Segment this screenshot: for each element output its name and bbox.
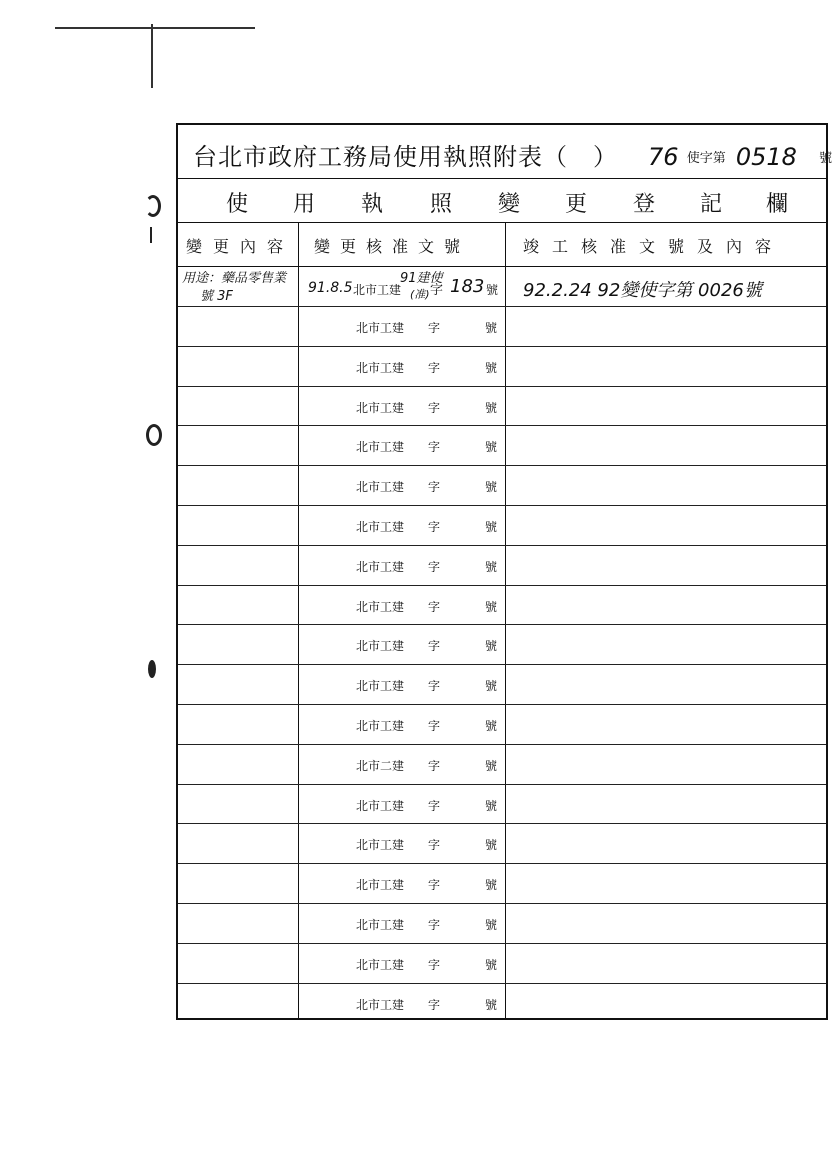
row-ref-zi: 字 xyxy=(428,639,441,654)
table-row xyxy=(178,744,826,785)
row-ref-prefix: 北市工建 xyxy=(356,520,405,534)
entry-change-content: 用途：藥品零售業 xyxy=(182,271,287,286)
table-row xyxy=(178,545,826,586)
table-row xyxy=(178,903,826,944)
row-ref-prefix: 北市工建 xyxy=(356,918,405,932)
row-ref-zi: 字 xyxy=(428,997,441,1012)
permit-number: 0518 xyxy=(735,143,797,171)
row-ref-hao: 號 xyxy=(485,679,498,694)
entry-approval-number: 183 xyxy=(450,276,485,297)
row-ref-zi: 字 xyxy=(428,758,441,773)
row-ref-prefix: 北市工建 xyxy=(356,997,405,1012)
column-header-completion-doc: 竣工核准文號及內容 xyxy=(523,237,785,256)
binder-mark xyxy=(148,660,156,678)
row-ref-prefix: 北市工建 xyxy=(356,798,405,813)
row-ref-prefix: 北市工建 xyxy=(356,360,405,375)
table-row xyxy=(178,386,826,427)
entry-approval-hao: 號 xyxy=(486,283,499,297)
section-header-char: 用 xyxy=(293,192,316,217)
table-row xyxy=(178,346,826,387)
row-ref-zi: 字 xyxy=(428,878,441,893)
row-ref-zi: 字 xyxy=(428,957,441,972)
table-row xyxy=(178,465,826,506)
row-ref-hao: 號 xyxy=(485,321,498,335)
row-ref-zi: 字 xyxy=(428,520,441,534)
row-ref-hao: 號 xyxy=(485,878,498,893)
table-row xyxy=(178,505,826,546)
column-header-row xyxy=(178,222,826,267)
row-ref-prefix: 北市工建 xyxy=(356,838,405,853)
row-ref-hao: 號 xyxy=(485,957,498,972)
binder-hole xyxy=(146,424,162,446)
row-ref-prefix: 北市工建 xyxy=(356,599,405,614)
row-ref-hao: 號 xyxy=(485,639,498,654)
row-ref-zi: 字 xyxy=(428,360,441,375)
table-row xyxy=(178,425,826,466)
row-ref-hao: 號 xyxy=(485,798,498,813)
row-ref-hao: 號 xyxy=(485,838,498,853)
permit-number-block xyxy=(648,143,832,171)
row-ref-zi: 字 xyxy=(428,918,441,932)
entry-approval-date: 91.8.5 xyxy=(308,280,353,296)
row-ref-hao: 號 xyxy=(485,440,498,455)
row-ref-prefix: 北市工建 xyxy=(356,480,405,495)
row-ref-zi: 字 xyxy=(428,480,441,495)
section-header-char: 更 xyxy=(565,192,588,217)
row-ref-hao: 號 xyxy=(485,400,498,415)
row-ref-prefix: 北市工建 xyxy=(356,321,405,335)
binder-mark xyxy=(150,227,152,243)
permit-suffix: 號 xyxy=(819,151,833,166)
permit-attachment-form xyxy=(176,123,833,1020)
row-ref-zi: 字 xyxy=(428,559,441,574)
row-ref-hao: 號 xyxy=(485,559,498,574)
entry-completion: 92.2.24 92變使字第 0026號 xyxy=(523,280,762,301)
form-title: 台北市政府工務局使用執照附表（ ） xyxy=(193,143,618,171)
row-ref-zi: 字 xyxy=(428,838,441,853)
table-row xyxy=(178,943,826,984)
row-ref-prefix: 北市工建 xyxy=(356,878,405,893)
form-title-row xyxy=(178,125,833,179)
column-header-approval-doc: 變更核准文號 xyxy=(314,237,471,256)
row-ref-hao: 號 xyxy=(485,599,498,614)
row-ref-prefix: 北市工建 xyxy=(356,719,405,733)
row-ref-prefix: 北市工建 xyxy=(356,559,405,574)
entry-approval-word: 91建使 xyxy=(400,271,443,286)
table-row xyxy=(178,306,826,347)
binder-hole xyxy=(145,195,161,217)
column-header-change-content: 變更內容 xyxy=(186,237,295,256)
row-ref-prefix: 北市工建 xyxy=(356,440,405,455)
section-header-char: 登 xyxy=(633,192,656,217)
row-ref-hao: 號 xyxy=(485,360,498,375)
scan-artifact-tick xyxy=(151,24,153,88)
table-row xyxy=(178,624,826,665)
section-header-char: 欄 xyxy=(766,192,789,217)
row-ref-hao: 號 xyxy=(485,758,498,773)
row-ref-prefix: 北市二建 xyxy=(356,758,405,773)
row-ref-hao: 號 xyxy=(485,480,498,495)
row-ref-zi: 字 xyxy=(428,321,441,335)
row-ref-prefix: 北市工建 xyxy=(356,679,405,694)
table-row-entry xyxy=(178,266,826,307)
table-row xyxy=(178,983,826,1023)
entry-change-content-2: 號 3F xyxy=(200,289,233,304)
row-ref-hao: 號 xyxy=(485,719,498,733)
entry-approval-prefix: 北市工建 xyxy=(353,283,402,297)
table-row xyxy=(178,863,826,904)
row-ref-prefix: 北市工建 xyxy=(356,957,405,972)
permit-word: 使字第 xyxy=(686,151,726,166)
section-header-char: 變 xyxy=(498,192,521,217)
section-header-row xyxy=(178,178,826,223)
table-row xyxy=(178,585,826,626)
table-row xyxy=(178,823,826,864)
table-row xyxy=(178,664,826,705)
row-ref-zi: 字 xyxy=(428,719,441,733)
row-ref-hao: 號 xyxy=(485,520,498,534)
row-ref-zi: 字 xyxy=(428,798,441,813)
section-header-char: 使 xyxy=(226,192,249,217)
permit-year: 76 xyxy=(648,143,679,171)
row-ref-prefix: 北市工建 xyxy=(356,400,405,415)
table-row xyxy=(178,704,826,745)
row-ref-zi: 字 xyxy=(428,679,441,694)
scan-artifact-line xyxy=(55,27,255,29)
row-ref-zi: 字 xyxy=(428,440,441,455)
row-ref-hao: 號 xyxy=(485,918,498,932)
row-ref-zi: 字 xyxy=(428,599,441,614)
section-header-char: 執 xyxy=(361,192,384,217)
row-ref-prefix: 北市工建 xyxy=(356,639,405,654)
row-ref-hao: 號 xyxy=(485,997,498,1012)
table-row xyxy=(178,784,826,825)
entry-approval-zi: 字 xyxy=(430,283,444,298)
section-header-char: 記 xyxy=(700,192,723,217)
entry-approval-word-2: (准) xyxy=(410,288,430,301)
row-ref-zi: 字 xyxy=(428,400,441,415)
section-header-char: 照 xyxy=(430,192,453,217)
